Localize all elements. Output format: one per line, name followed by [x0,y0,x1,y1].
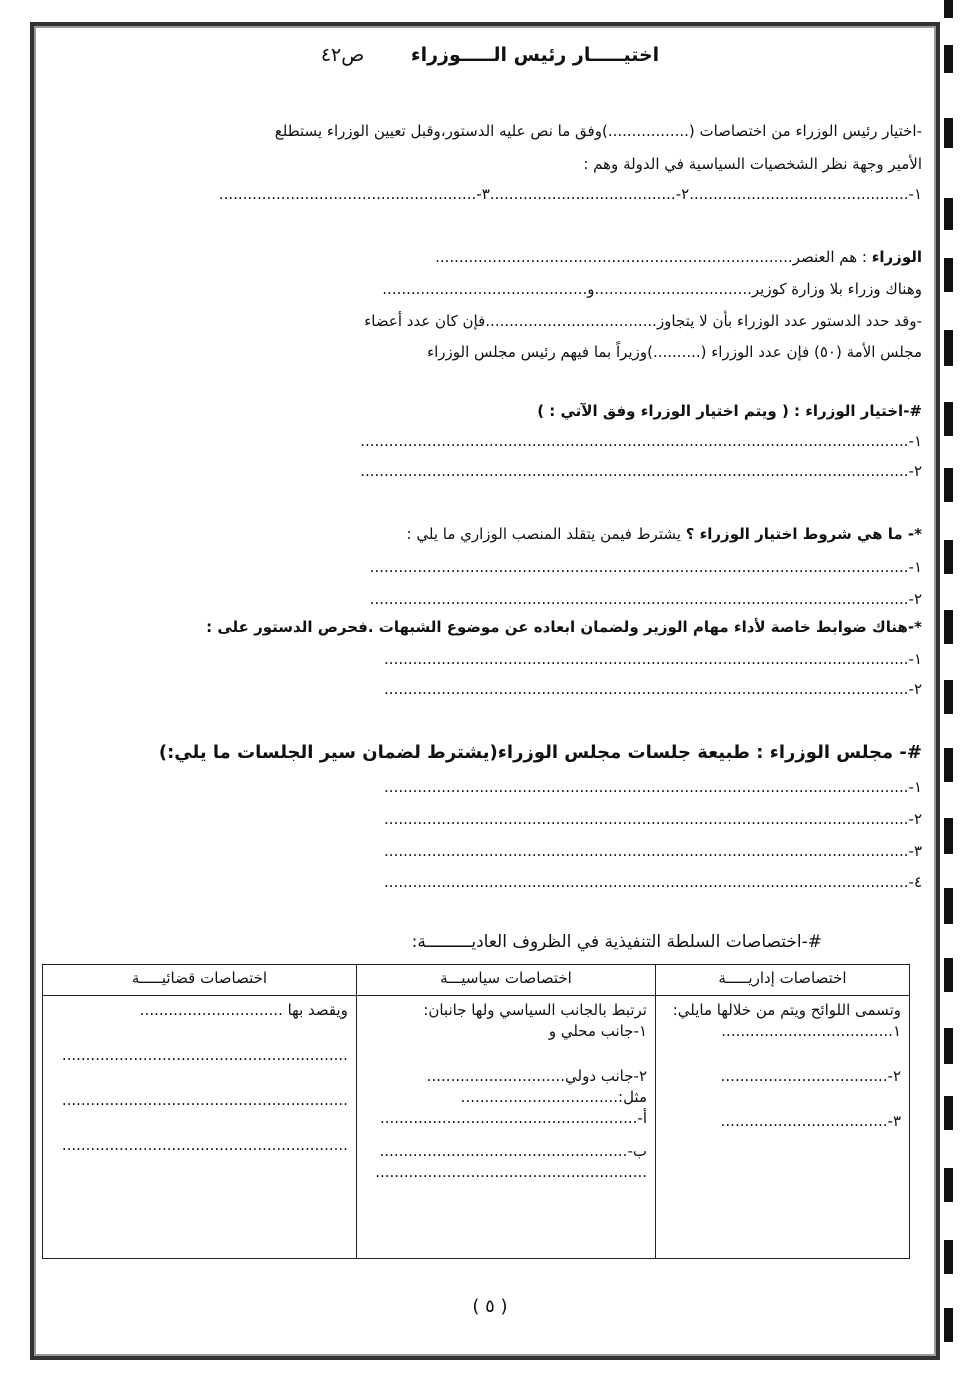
council-item-3: ٣-.............................................................................................................. [384,842,922,860]
binding-mark [944,198,953,230]
conditions-heading-rest: يشترط فيمن يتقلد المنصب الوزاري ما يلي : [406,525,686,543]
council-heading: #- مجلس الوزراء : طبيعة جلسات مجلس الوزراء(يشترط لضمان سير الجلسات ما يلي:) [158,742,922,763]
binding-mark [944,1096,953,1130]
controls-heading: *-هناك ضوابط خاصة لأداء مهام الوزير ولضمان ابعاده عن موضوع الشبهات .فحرص الدستور على : [206,618,922,636]
binding-mark [944,258,953,292]
binding-mark [944,958,953,992]
binding-mark [944,748,953,782]
ministers-heading: الوزراء [871,248,922,266]
political-line-2: ٢-جانب دولي............................. [426,1067,647,1085]
judicial-cell [43,996,357,1259]
binding-mark [944,0,953,18]
political-cell [356,996,655,1259]
council-item-1: ١-.............................................................................................................. [384,778,922,796]
intro-line-2: الأمير وجهة نظر الشخصيات السياسية في الدولة وهم : [583,155,922,173]
judicial-line-3: ............................................................ [61,1136,348,1154]
title-page-ref: ص٤٢ [320,44,365,66]
political-line-6: ......................................................... [375,1163,647,1181]
binding-mark [944,1168,953,1202]
selection-item-2: ٢-................................................................................................................... [360,462,922,480]
header-judicial: اختصاصات قضائيـــــة [43,965,357,996]
administrative-cell [656,996,910,1259]
ministers-line-2: وهناك وزراء بلا وزارة كوزير.................................و........................................... [382,280,922,298]
judicial-line-1: ............................................................ [61,1046,348,1064]
admin-item-1: ١.................................... [721,1022,901,1040]
council-item-2: ٢-.............................................................................................................. [384,810,922,828]
political-line-1: ١-جانب محلي و [548,1022,647,1040]
admin-intro: وتسمى اللوائح ويتم من خلالها مايلي: [672,1001,901,1019]
judicial-intro: ويقصد بها .............................. [139,1001,348,1019]
binding-mark [944,468,953,502]
conditions-heading [407,525,922,543]
judicial-line-2: ............................................................ [61,1091,348,1109]
controls-item-2: ٢-.............................................................................................................. [384,680,922,698]
binding-mark [944,888,953,924]
ministers-line-3: -وقد حدد الدستور عدد الوزراء بأن لا يتجاوز....................................فإن كان عدد أعضاء [364,312,922,330]
ministers-definition [435,248,922,266]
table-header-row [43,965,910,996]
table-body-row [43,996,910,1259]
conditions-heading-bold: *- ما هي شروط اختيار الوزراء ؟ [685,525,922,543]
ministers-line-4: مجلس الأمة (٥٠) فإن عدد الوزراء (..........)وزيراً بما فيهم رئيس مجلس الوزراء [427,343,922,361]
binding-mark [944,118,953,148]
admin-item-3: ٣-................................... [720,1112,901,1130]
executive-powers-table [42,964,910,1259]
intro-line-3: ١-..............................................٢-.......................................٣-...................................................... [218,185,922,203]
page-title [0,44,980,66]
selection-heading: #-اختيار الوزراء : ( ويتم اختيار الوزراء وفق الآتي : ) [537,402,922,420]
political-line-5: ب-.................................................... [379,1142,647,1160]
political-intro: ترتبط بالجانب السياسي ولها جانبان: [423,1001,647,1019]
binding-mark [944,680,953,714]
title-main: اختيـــــار رئيس الـــــوزراء [410,44,660,66]
conditions-item-2: ٢-................................................................................................................. [369,590,922,608]
binding-mark [944,610,953,644]
header-political: اختصاصات سياسيـــة [356,965,655,996]
ministers-definition-rest: : هم العنصر........................................................................... [435,248,872,266]
binding-mark [944,1240,953,1274]
admin-item-2: ٢-................................... [720,1067,901,1085]
page-number: ( ٥ ) [472,1296,508,1317]
binding-mark [944,818,953,854]
selection-item-1: ١-................................................................................................................... [360,432,922,450]
binding-mark [944,540,953,574]
binding-mark [944,1028,953,1064]
conditions-item-1: ١-................................................................................................................. [369,558,922,576]
controls-item-1: ١-.............................................................................................................. [384,650,922,668]
political-line-4: أ-...................................................... [379,1109,647,1127]
binding-mark [944,330,953,366]
intro-line-1: -اختيار رئيس الوزراء من اختصاصات (.................)وفق ما نص عليه الدستور،وقبل تعيين الوزراء يستطلع [274,122,922,140]
binding-mark [944,402,953,436]
executive-heading: #-اختصاصات السلطة التنفيذية في الظروف العاديـــــــــة: [411,932,822,952]
header-administrative: اختصاصات إداريـــــة [656,965,910,996]
council-item-4: ٤-.............................................................................................................. [384,873,922,891]
political-line-3: مثل:................................. [460,1088,647,1106]
